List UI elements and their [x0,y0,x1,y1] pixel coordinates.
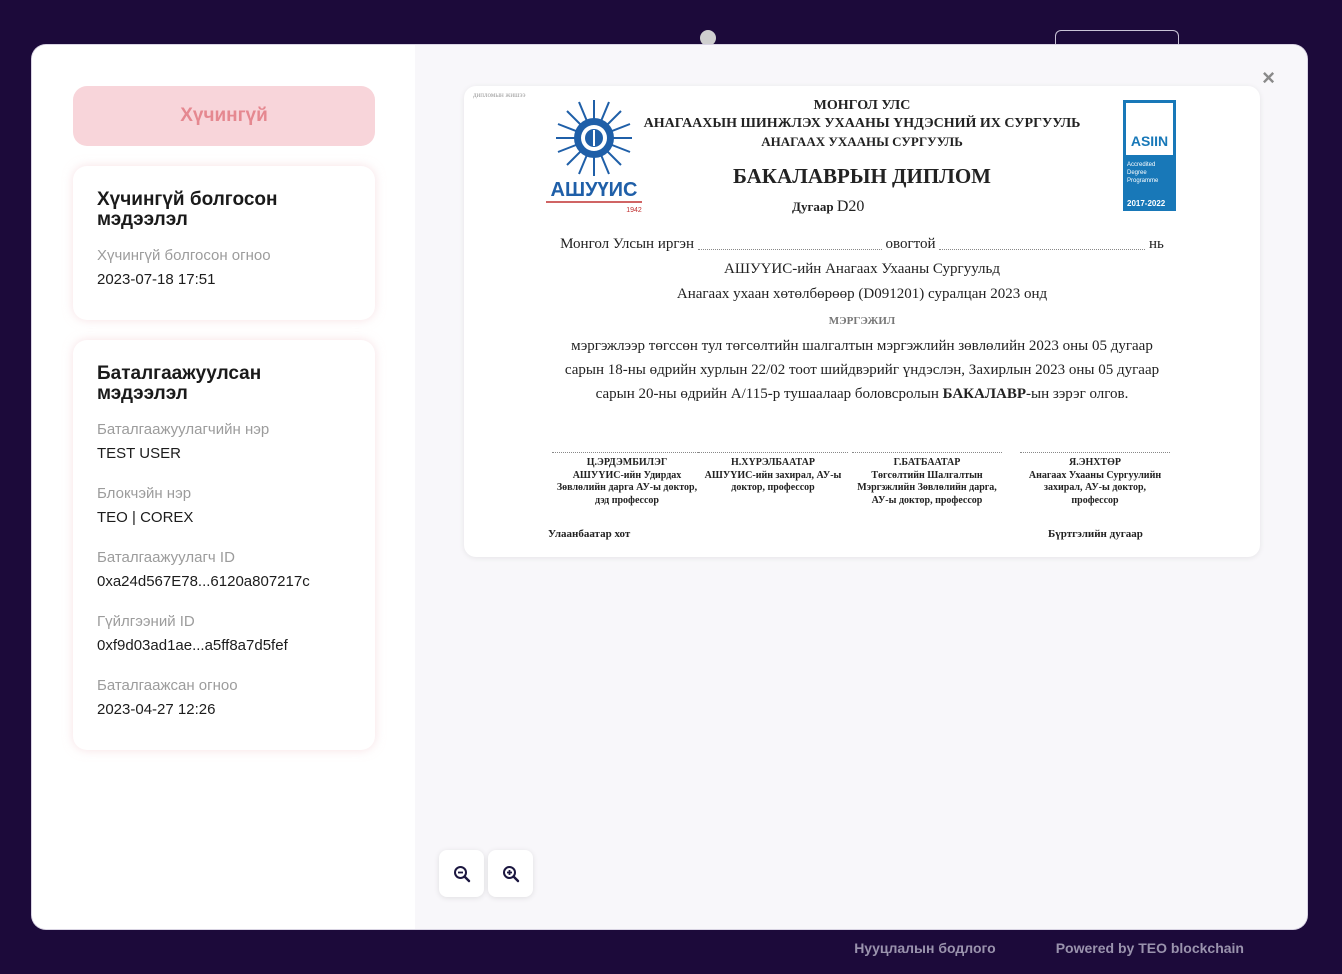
verifier-name-field [97,420,351,464]
powered-by-link[interactable]: Powered by TEO blockchain [1055,940,1244,956]
page-footer [854,940,1244,956]
diploma-line-6: сарын 18-ны өдрийн хурлын 22/02 тоот шийдвэрийг үндэслэн, Захирлын 2023 оны 05 дугаар [564,362,1160,378]
blank-line [698,240,882,250]
line7-a: сарын 20-ны өдрийн А/115-р тушаалаар боловсролын [595,386,939,402]
field-value: 2023-07-18 17:51 [97,271,216,288]
blank-line [939,240,1145,250]
diploma-line-3: Анагаах ухаан хөтөлбөрөөр (D091201) суралцан 2023 онд [676,286,1048,302]
signature-role: АШУҮИС-ийн Удирдах Зөвлөлийн дарга АУ-ы доктор, дэд профессор [556,469,698,506]
number-label: Дугаар [792,199,834,214]
signature-name: Ц.ЭРДЭМБИЛЭГ [586,457,668,468]
field-label: Гүйлгээний ID [97,613,195,630]
language-icon [700,30,716,46]
zoom-in-button[interactable] [488,850,533,897]
revoked-info-card [73,166,375,320]
field-value[interactable]: 0xa24d567E78...6120a807217c [97,573,310,590]
asiin-logo-sub: Accredited Degree Programme [1127,162,1159,184]
signature-role: Төгсөлтийн Шалгалтын Мэргэжлийн Зөвлөлийн дарга, АУ-ы доктор, профессор [857,469,997,506]
signature-role: АШУҮИС-ийн захирал, АУ-ы доктор, профессор [704,469,842,493]
diploma-university: АНАГААХЫН ШИНЖЛЭХ УХААНЫ ҮНДЭСНИЙ ИХ СУРГУУЛЬ [643,116,1081,131]
watermark: дипломын жишээ [473,91,526,99]
number-value: D20 [836,198,865,215]
diploma-document [464,86,1260,557]
diploma-line-4: МЭРГЭЖИЛ [828,315,896,327]
zoom-in-icon [502,865,520,883]
signature-role: Анагаах Ухааны Сургуулийн захирал, АУ-ы доктор, профессор [1028,469,1162,506]
close-icon[interactable]: × [1262,65,1275,90]
field-label: Баталгаажсан огноо [97,677,238,694]
document-viewer [415,45,1307,929]
field-value: TEO | COREX [97,509,194,526]
diploma-school: АНАГААХ УХААНЫ СУРГУУЛЬ [761,134,963,149]
diploma-line-2: АШУҮИС-ийн Анагаах Ухааны Сургуульд [724,261,1000,277]
zoom-out-icon [453,865,471,883]
diploma-line-7 [464,386,1260,403]
verifier-id-field [97,548,351,592]
line7-c: -ын зэрэг олгов. [1026,386,1129,402]
asiin-logo-years: 2017-2022 [1127,199,1166,208]
revoked-card-title: Хүчингүй болгосон мэдээлэл [97,189,278,230]
diploma-number [792,198,864,216]
signature-3 [852,452,1002,507]
verified-info-card [73,340,375,750]
diploma-title: БАКАЛАВРЫН ДИПЛОМ [733,164,991,188]
field-label: Баталгаажуулагч ID [97,549,235,566]
signature-name: Г.БАТБААТАР [893,457,961,468]
zoom-out-button[interactable] [439,850,484,897]
asiin-logo-text: ASIIN [1126,103,1173,155]
signature-2 [698,452,848,495]
field-label: Хүчингүй болгосон огноо [97,247,271,264]
svg-text:АШУҮИС: АШУҮИС [550,179,638,201]
field-value: TEST USER [97,445,181,462]
verified-card-title: Баталгаажуулсан мэдээлэл [97,363,262,404]
line1-c: нь [1149,236,1164,252]
signature-1 [552,452,702,507]
transaction-id-field [97,612,351,656]
diploma-line-1 [464,236,1260,253]
field-value[interactable]: 0xf9d03ad1ae...a5ff8a7d5fef [97,637,288,654]
svg-text:1942: 1942 [626,207,642,214]
field-label: Баталгаажуулагчийн нэр [97,421,270,438]
diploma-city: Улаанбаатар хот [548,528,631,540]
info-panel [32,45,415,929]
signature-4 [1020,452,1170,507]
diploma-line-5: мэргэжлээр төгссөн тул төгсөлтийн шалгалтын мэргэжлийн зөвлөлийн 2023 оны 05 дугаар [571,338,1153,354]
field-value: 2023-04-27 12:26 [97,701,216,718]
status-badge: Хүчингүй [73,86,375,146]
blockchain-name-field [97,484,351,528]
registration-label: Бүртгэлийн дугаар [1048,528,1143,540]
certificate-modal [32,45,1307,929]
field-label: Блокчэйн нэр [97,485,192,502]
privacy-policy-link[interactable]: Нууцлалын бодлого [854,940,996,956]
signature-name: Я.ЭНХТӨР [1068,457,1122,468]
line7-b: БАКАЛАВР [942,386,1027,402]
line1-b: овогтой [885,236,936,252]
diploma-country: МОНГОЛ УЛС [813,98,911,113]
line1-a: Монгол Улсын иргэн [560,236,694,252]
signature-name: Н.ХҮРЭЛБААТАР [731,457,815,468]
verified-date-field [97,676,351,720]
revoked-date-field [97,246,351,290]
